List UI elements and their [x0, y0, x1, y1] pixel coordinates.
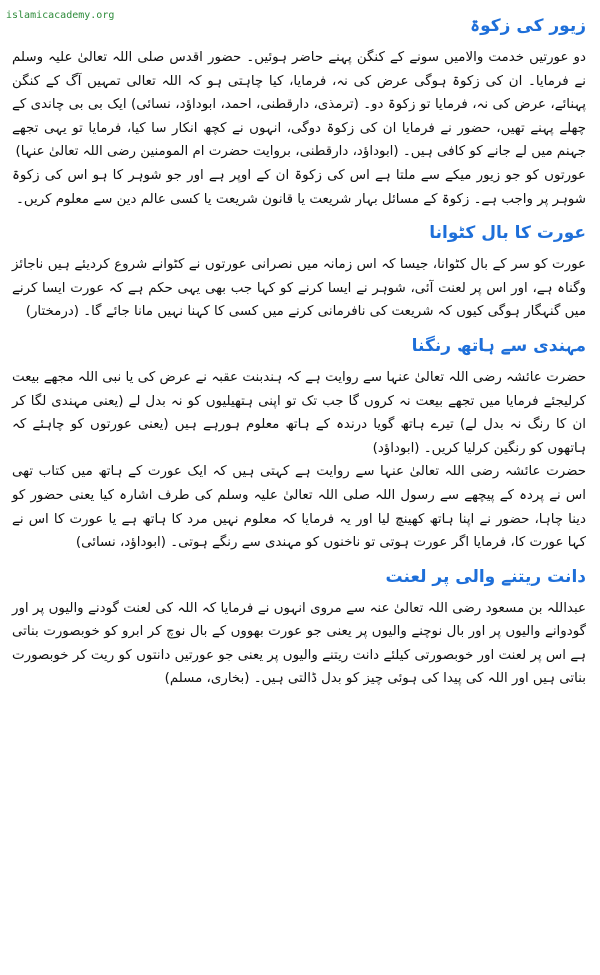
site-domain: islamicacademy.org: [6, 10, 115, 21]
article: [12, 14, 586, 691]
paragraph: حضرت عائشہ رضی اللہ تعالیٰ عنہا سے روایت ہے کہ ہندبنت عقبہ نے عرض کی یا نبی اللہ مجھے بیعت کرلیجئے فرمایا میں تجھے بیعت نہ کروں گا جب تک تو اپنی ہتھیلیوں کو نہ بدل لے (یعنی مہندی لگا کر ان کا رنگ نہ بدل لے) تیرے ہاتھ گویا درندہ کے ہاتھ معلوم ہورہے ہیں (یعنی عورتوں کو چاہئے کہ ہاتھوں کو رنگین کرلیا کریں۔ (ابوداؤد): [12, 369, 586, 456]
paragraph: دو عورتیں خدمت والامیں سونے کے کنگن پہنے حاضر ہوئیں۔ حضور اقدس صلی اللہ تعالیٰ علیہ وسلم نے فرمایا۔ ان کی زکوۃ ہوگی عرض کی نہ، فرمایا، کیا چاہتی ہو کہ اللہ تعالی تمہیں آگ کے کنگن پہنائے، عرض کی نہ، فرمایا تو زکوۃ دو۔ (ترمذی، دارقطنی، احمد، ابوداؤد، نسائی) ایک بی بی چاندی کے چھلے پہنے تھیں، حضور نے فرمایا ان کی زکوۃ دوگی، انہوں نے کچھ انکار سا کیا، فرمایا تو یہی تجھے جہنم میں لے جانے کو کافی ہیں۔ (ابوداؤد، دارقطنی، بروایت حضرت ام المومنین رضی اللہ تعالیٰ عنہا): [12, 50, 586, 160]
section-heading: دانت ریتنے والی پر لعنت: [385, 566, 586, 587]
section-teeth-filing: [12, 565, 586, 691]
paragraph: عورت کو سر کے بال کٹوانا، جیسا کہ اس زمانہ میں نصرانی عورتوں نے کٹوانے شروع کردیئے ہیں ناجائز وگناہ ہے، اور اس پر لعنت آئی، شوہر نے ایسا کرنے کو کہا جب بھی یہی حکم ہے کہ عورت ایسا کرنے میں گنہگار ہوگی کیوں کہ شریعت کی نافرمانی کرنے میں کسی کا کہنا نہیں مانا جائے گا۔ (درمختار): [12, 257, 586, 320]
paragraph: حضرت عائشہ رضی اللہ تعالیٰ عنہا سے روایت ہے کہتی ہیں کہ ایک عورت کے ہاتھ میں کتاب تھی اس نے پردہ کے پیچھے سے رسول اللہ صلی اللہ تعالیٰ علیہ وسلم کی طرف اشارہ کیا یعنی حضور کو دینا چاہا، حضور نے اپنا ہاتھ کھینچ لیا اور یہ فرمایا کہ معلوم نہیں مرد کا ہاتھ ہے یا عورت کا اس نے کہا عورت کا، فرمایا اگر عورت ہوتی تو ناخنوں کو مہندی سے رنگے ہوتی۔ (ابوداؤد، نسائی): [12, 464, 586, 551]
section-heading: عورت کا بال کٹوانا: [429, 223, 586, 244]
section-hair-cutting: [12, 221, 586, 324]
section-zakat-jewelry: [12, 14, 586, 211]
paragraph: عبداللہ بن مسعود رضی اللہ تعالیٰ عنہ سے مروی انہوں نے فرمایا کہ اللہ کی لعنت گودنے والیوں پر اور گودوانے والیوں پر اور بال نوچنے والیوں پر یعنی جو عورت بھووں کے بال نوچ کر ابرو کو خوبصورت بناتی ہے اس پر لعنت اور خوبصورتی کیلئے دانت ریتنے والیوں پر یعنی جو عورتیں دانتوں کو ریت کر خوبصورت بناتی ہیں اور اللہ کی پیدا کی ہوئی چیز کو بدل ڈالتی ہیں۔ (بخاری، مسلم): [12, 600, 586, 687]
section-henna: [12, 334, 586, 555]
section-heading: مہندی سے ہاتھ رنگنا: [411, 335, 586, 356]
section-heading: زیور کی زکوۃ: [470, 16, 586, 36]
paragraph: عورتوں کو جو زیور میکے سے ملتا ہے اس کی زکوۃ ان کے اوپر ہے اور جو شوہر کا ہو اس کی زکوۃ شوہر پر واجب ہے۔ زکوۃ کے مسائل بہار شریعت یا قانون شریعت یا کسی عالم دین سے معلوم کریں۔: [12, 167, 586, 207]
